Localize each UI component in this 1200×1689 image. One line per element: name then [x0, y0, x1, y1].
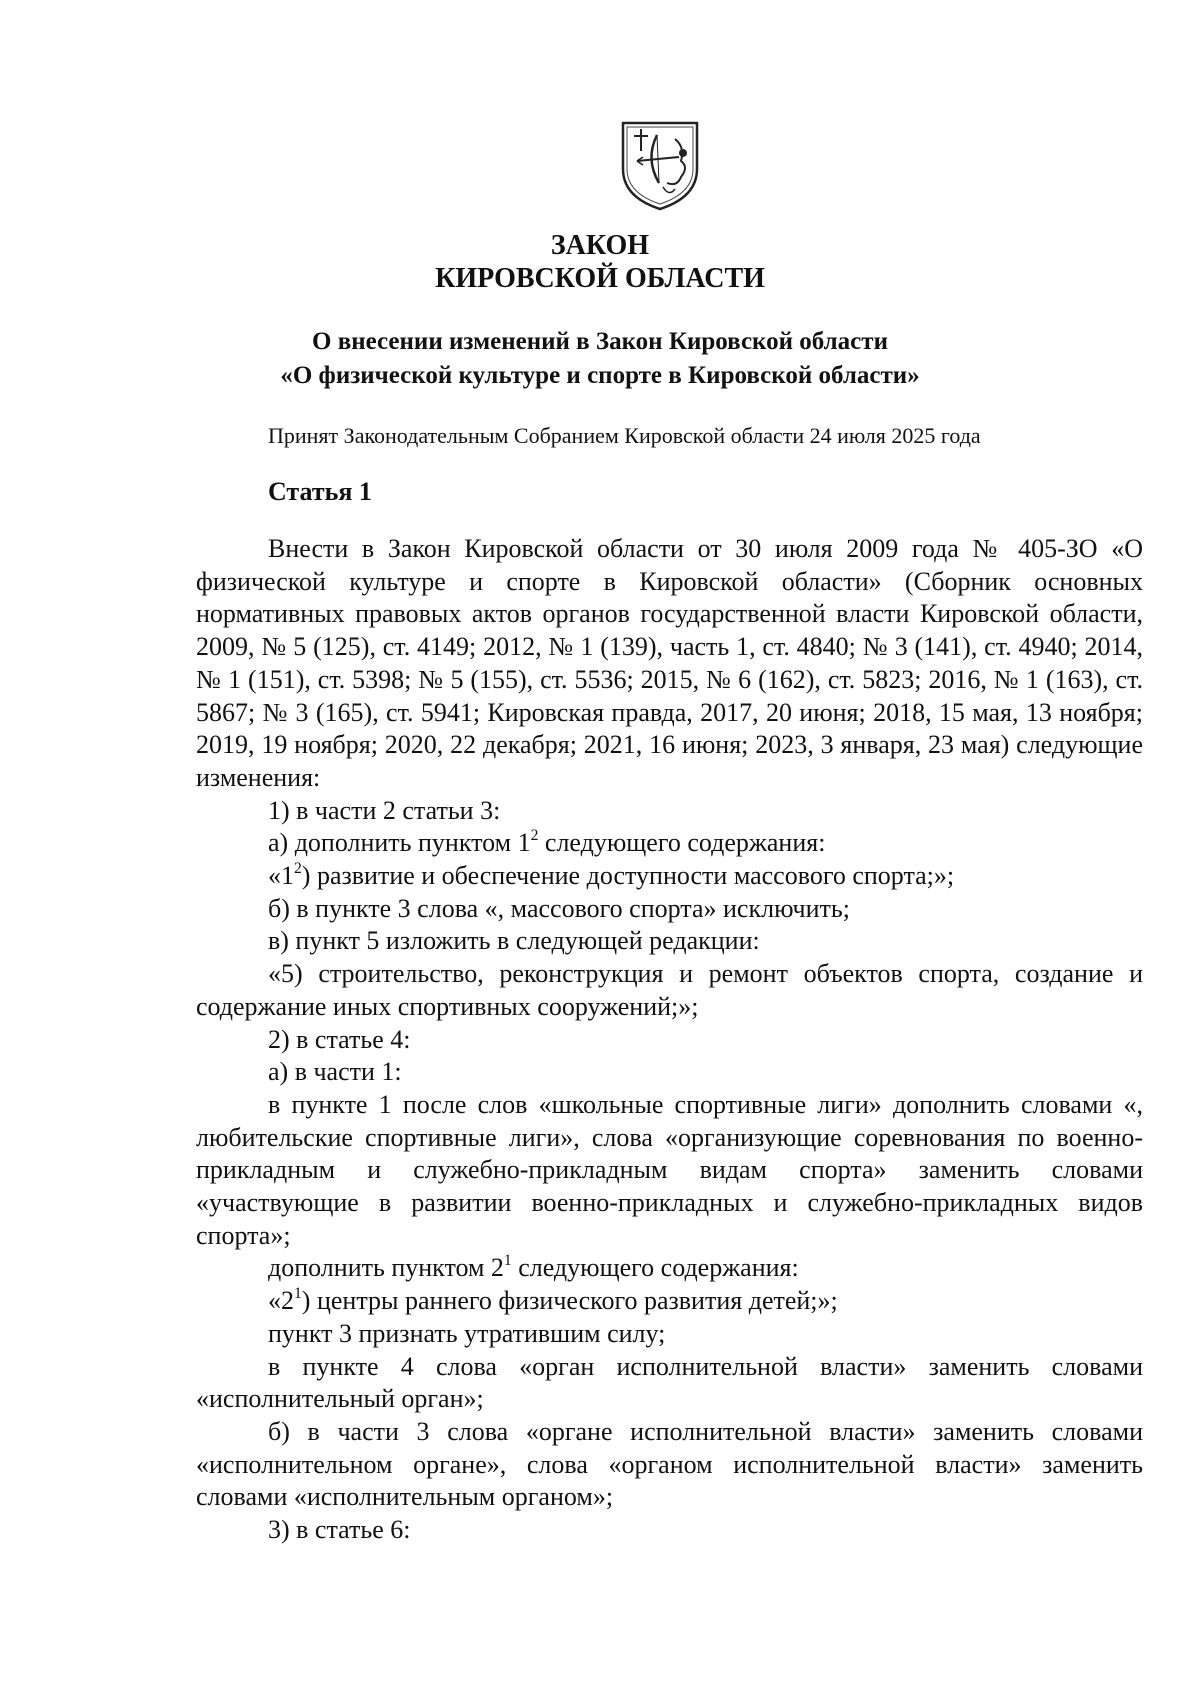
paragraph: 1) в части 2 статьи 3: [268, 795, 501, 825]
law-subtitle-line2: «О физической культуре и спорте в Кировской области» [280, 362, 920, 389]
paragraph: б) в пункте 3 слова «, массового спорта» исключить; [268, 893, 850, 923]
paragraph: 2) в статье 4: [268, 1024, 411, 1054]
paragraph: а) дополнить пунктом $1^2$ следующего содержания: [268, 827, 826, 858]
law-region: КИРОВСКОЙ ОБЛАСТИ [435, 263, 765, 294]
paragraph: 3) в статье 6: [268, 1515, 411, 1545]
paragraph: а) в части 1: [268, 1057, 402, 1087]
article-intro: Внести в Закон Кировской области от 30 июля 2009 года № 405-ЗО «О физической культуре и спорте в Кировской области» (Сборник основных нормативных правовых актов органов государственной власти Кировской области, 2009, № 5 (125), ст. 4149; 2012, № 1 (139), часть 1, ст. 4840; № 3 (141), ст. 4940; 2014, № 1 (151), ст. 5398; № 5 (155), ст. 5536; 2015, № 6 (162), ст. 5823; 2016, № 1 (163), ст. 5867; № 3 (165), ст. 5941; Кировская правда, 2017, 20 июня; 2018, 15 мая, 13 ноября; 2019, 19 ноября; 2020, 22 декабря; 2021, 16 июня; 2023, 3 января, 23 мая) следующие изменения: [196, 534, 1143, 792]
article-body [196, 533, 1143, 1547]
paragraph: в) пункт 5 изложить в следующей редакции: [268, 926, 760, 956]
kirov-region-coat-of-arms-icon [619, 117, 701, 211]
paragraph: «$1^2$) развитие и обеспечение доступности массового спорта;»; [268, 859, 955, 891]
paragraph: пункт 3 признать утратившим силу; [268, 1318, 666, 1348]
paragraph: б) в части 3 слова «органе исполнительной власти» заменить словами «исполнительном органе», слова «органом исполнительной власти» заменить словами «исполнительным органом»; [196, 1416, 1143, 1512]
article-heading: Статья 1 [268, 477, 372, 506]
paragraph: «$2^1$) центры раннего физического развития детей;»; [268, 1284, 838, 1316]
law-subtitle-line1: О внесении изменений в Закон Кировской области [312, 328, 888, 355]
paragraph: в пункте 1 после слов «школьные спортивные лиги» дополнить словами «, любительские спортивные лиги», слова «организующие соревнования по военно-прикладным и служебно-прикладным видам спорта» заменить словами «участвующие в развитии военно-прикладных и служебно-прикладных видов спорта»; [196, 1089, 1143, 1250]
paragraph: «5) строительство, реконструкция и ремонт объектов спорта, создание и содержание иных спортивных сооружений;»; [196, 959, 1143, 1021]
law-title: ЗАКОН [550, 230, 650, 261]
adoption-note: Принят Законодательным Собранием Кировской области 24 июля 2025 года [268, 423, 981, 448]
paragraph: в пункте 4 слова «орган исполнительной власти» заменить словами «исполнительный орган»; [196, 1351, 1143, 1414]
paragraph: дополнить пунктом $2^1$ следующего содержания: [268, 1252, 799, 1283]
